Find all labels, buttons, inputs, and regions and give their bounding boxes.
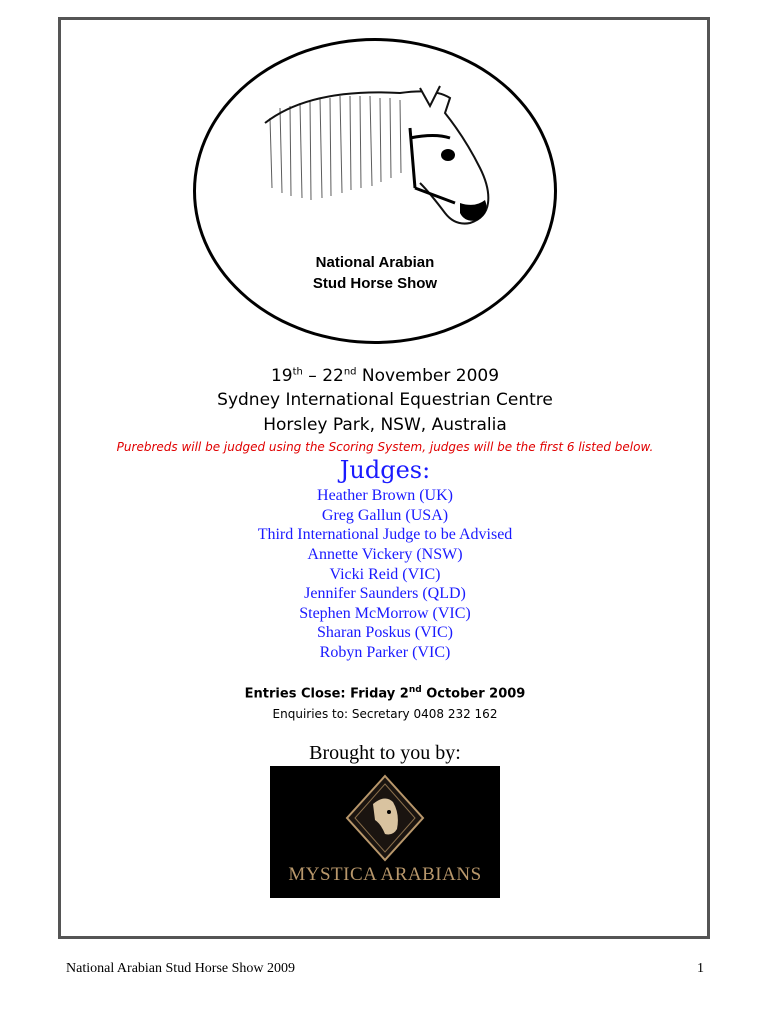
entries-close: Entries Close: Friday 2nd October 2009 [244,685,526,702]
page-number: 1 [697,961,704,976]
horse-head-illustration [250,78,500,238]
judge-item: Stephen McMorrow (VIC) [299,605,471,622]
judge-item: Greg Gallun (USA) [321,507,449,524]
footer-title: National Arabian Stud Horse Show 2009 [66,961,296,976]
judge-item: Vicki Reid (VIC) [329,566,441,583]
event-dates: 19th – 22nd November 2009 [270,366,500,386]
judge-item: Heather Brown (UK) [317,487,453,504]
judge-item: Jennifer Saunders (QLD) [304,585,466,602]
venue-line2: Horsley Park, NSW, Australia [263,415,507,435]
show-name-line2: Stud Horse Show [312,275,438,292]
show-name-line1: National Arabian [315,254,435,271]
sponsor-heading: Brought to you by: [309,742,461,764]
judges-title: Judges: [339,456,431,484]
sponsor-diamond-emblem [345,774,425,862]
judge-item: Annette Vickery (NSW) [307,546,463,563]
enquiries-contact: Enquiries to: Secretary 0408 232 162 [272,707,498,721]
venue-line1: Sydney International Equestrian Centre [217,390,553,410]
sponsor-logo [270,766,500,898]
scoring-notice: Purebreds will be judged using the Scoring System, judges will be the first 6 listed below. [116,440,654,454]
judge-item: Third International Judge to be Advised [257,526,513,543]
sponsor-name: MYSTICA ARABIANS [288,864,482,885]
judge-item: Robyn Parker (VIC) [319,644,451,661]
judge-item: Sharan Poskus (VIC) [317,624,453,641]
